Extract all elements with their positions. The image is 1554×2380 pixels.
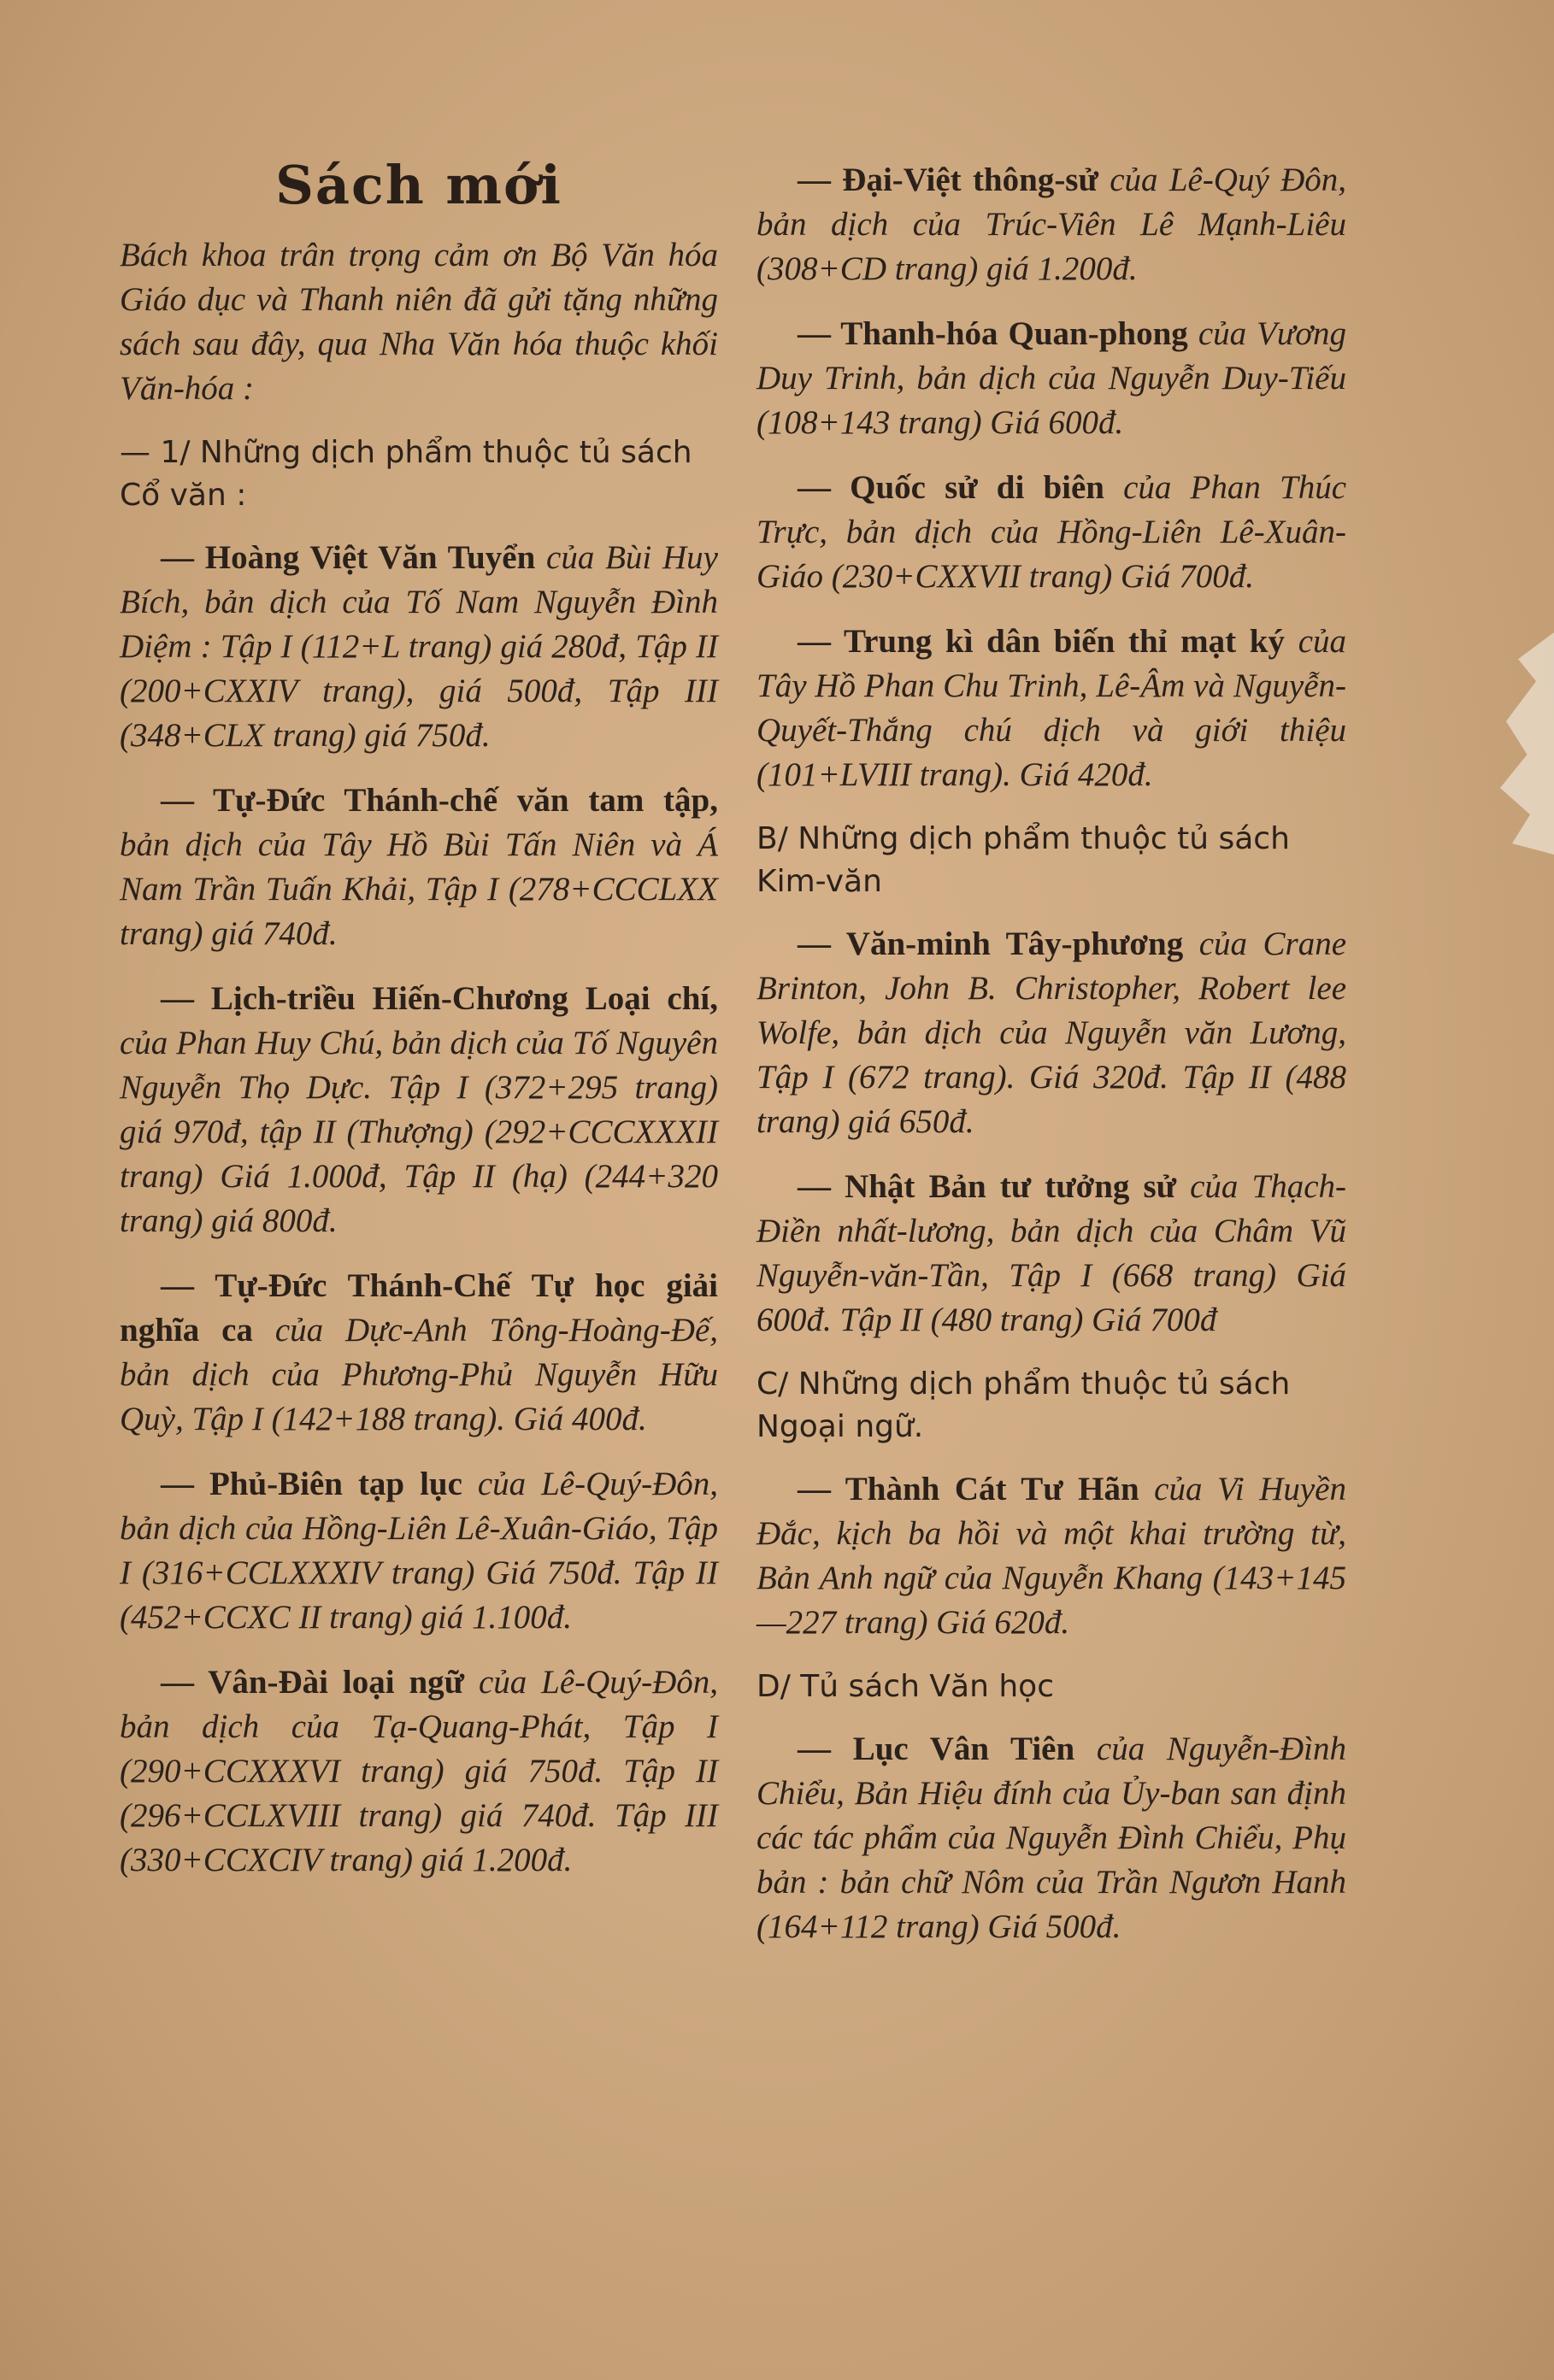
- right-column: [756, 158, 1346, 1970]
- book-title: — Hoàng Việt Văn Tuyển: [161, 539, 536, 576]
- book-entry: [120, 1462, 718, 1640]
- book-detail: của Phan Huy Chú, bản dịch của Tố Nguyên Nguyễn Thọ Dực. Tập I (372+295 trang) giá 970đ, tập II (Thượng) (292+CCCXXXII trang) Giá 1.000đ, Tập II (hạ) (244+320 trang) giá 800đ.: [120, 1025, 718, 1239]
- section-heading-a: — 1/ Những dịch phẩm thuộc tủ sách Cổ văn :: [120, 435, 692, 513]
- book-detail: của Bùi Huy Bích, bản dịch của Tố Nam Nguyễn Đình Diệm : Tập I (112+L trang) giá 280đ, Tập II (200+CXXIV trang), giá 500đ, Tập III (348+CLX trang) giá 750đ.: [120, 539, 718, 754]
- book-title: — Thành Cát Tư Hãn: [798, 1471, 1139, 1507]
- left-column: [120, 154, 718, 1903]
- book-entry: [756, 158, 1346, 291]
- book-detail: của Vi Huyền Đắc, kịch ba hồi và một khai trường từ, Bản Anh ngữ của Nguyễn Khang (143+145—227 trang) Giá 620đ.: [756, 1471, 1346, 1641]
- book-title: — Thanh-hóa Quan-phong: [798, 315, 1188, 352]
- book-entry: [120, 977, 718, 1243]
- book-title: — Lục Vân Tiên: [798, 1731, 1075, 1767]
- book-title: — Nhật Bản tư tưởng sử: [798, 1168, 1177, 1205]
- book-detail: của Nguyễn-Đình Chiểu, Bản Hiệu đính của Ủy-ban san định các tác phẩm của Nguyễn Đình Chiểu, Phụ bản : bản chữ Nôm của Trần Ngươn Hanh (164+112 trang) Giá 500đ.: [756, 1731, 1347, 1945]
- book-detail: của Tây Hồ Phan Chu Trinh, Lê-Âm và Nguyễn-Quyết-Thắng chú dịch và giới thiệu (101+LVIII trang). Giá 420đ.: [756, 623, 1346, 793]
- book-detail: của Vương Duy Trinh, bản dịch của Nguyễn Duy-Tiếu (108+143 trang) Giá 600đ.: [756, 315, 1347, 441]
- torn-edge: [1494, 632, 1554, 855]
- section-heading-b: B/ Những dịch phẩm thuộc tủ sách Kim-văn: [756, 821, 1290, 899]
- book-entry: [756, 312, 1346, 445]
- book-detail: bản dịch của Tây Hồ Bùi Tấn Niên và Á Nam Trần Tuấn Khải, Tập I (278+CCCLXX trang) giá 740đ.: [120, 826, 718, 952]
- book-entry: [756, 466, 1346, 599]
- book-detail: của Phan Thúc Trực, bản dịch của Hồng-Liên Lê-Xuân-Giáo (230+CXXVII trang) Giá 700đ.: [756, 469, 1347, 595]
- book-detail: của Dực-Anh Tông-Hoàng-Đế, bản dịch của Phương-Phủ Nguyễn Hữu Quỳ, Tập I (142+188 trang). Giá 400đ.: [120, 1312, 719, 1437]
- book-entry: [756, 1467, 1346, 1645]
- book-title: — Đại-Việt thông-sử: [798, 162, 1098, 198]
- book-entry: [756, 620, 1346, 797]
- book-detail: của Crane Brinton, John B. Christopher, Robert lee Wolfe, bản dịch của Nguyễn văn Lương, Tập I (672 trang). Giá 320đ. Tập II (488 trang) giá 650đ.: [756, 926, 1347, 1140]
- intro-paragraph: Bách khoa trân trọng cảm ơn Bộ Văn hóa Giáo dục và Thanh niên đã gửi tặng những sách sau đây, qua Nha Văn hóa thuộc khối Văn-hóa :: [120, 237, 718, 407]
- book-detail: của Lê-Quý-Đôn, bản dịch của Tạ-Quang-Phát, Tập I (290+CCXXXVI trang) giá 750đ. Tập II (296+CCLXVIII trang) giá 740đ. Tập III (330+CCXCIV trang) giá 1.200đ.: [120, 1664, 718, 1878]
- book-entry: [756, 922, 1346, 1144]
- book-title: — Tự-Đức Thánh-chế văn tam tập,: [161, 782, 718, 819]
- book-title: — Phủ-Biên tạp lục: [161, 1466, 462, 1502]
- section-heading-c: C/ Những dịch phẩm thuộc tủ sách Ngoại ngữ.: [756, 1366, 1291, 1444]
- book-entry: [756, 1165, 1346, 1343]
- book-title: — Vân-Đài loại ngữ: [161, 1664, 465, 1701]
- book-entry: [120, 536, 718, 758]
- book-detail: của Lê-Quý-Đôn, bản dịch của Hồng-Liên Lê-Xuân-Giáo, Tập I (316+CCLXXXIV trang) Giá 750đ. Tập II (452+CCXC II trang) giá 1.100đ.: [120, 1466, 718, 1636]
- book-title: — Quốc sử di biên: [798, 469, 1104, 506]
- book-entry: [120, 779, 718, 956]
- book-title: — Lịch-triều Hiến-Chương Loại chí,: [161, 980, 718, 1017]
- book-entry: [756, 1727, 1346, 1949]
- book-detail: của Thạch-Điền nhất-lương, bản dịch của Châm Vũ Nguyễn-văn-Tần, Tập I (668 trang) Giá 600đ. Tập II (480 trang) Giá 700đ: [756, 1168, 1346, 1338]
- book-title: — Văn-minh Tây-phương: [798, 926, 1184, 962]
- book-detail: của Lê-Quý Đôn, bản dịch của Trúc-Viên Lê Mạnh-Liêu (308+CD trang) giá 1.200đ.: [756, 162, 1347, 287]
- book-title: — Trung kì dân biến thỉ mạt ký: [798, 623, 1285, 660]
- page-title: Sách mới: [275, 154, 562, 216]
- book-title: — Tự-Đức Thánh-Chế Tự học giải nghĩa ca: [120, 1267, 718, 1349]
- section-heading-d: D/ Tủ sách Văn học: [756, 1669, 1054, 1704]
- book-entry: [120, 1264, 718, 1442]
- book-entry: [120, 1660, 718, 1883]
